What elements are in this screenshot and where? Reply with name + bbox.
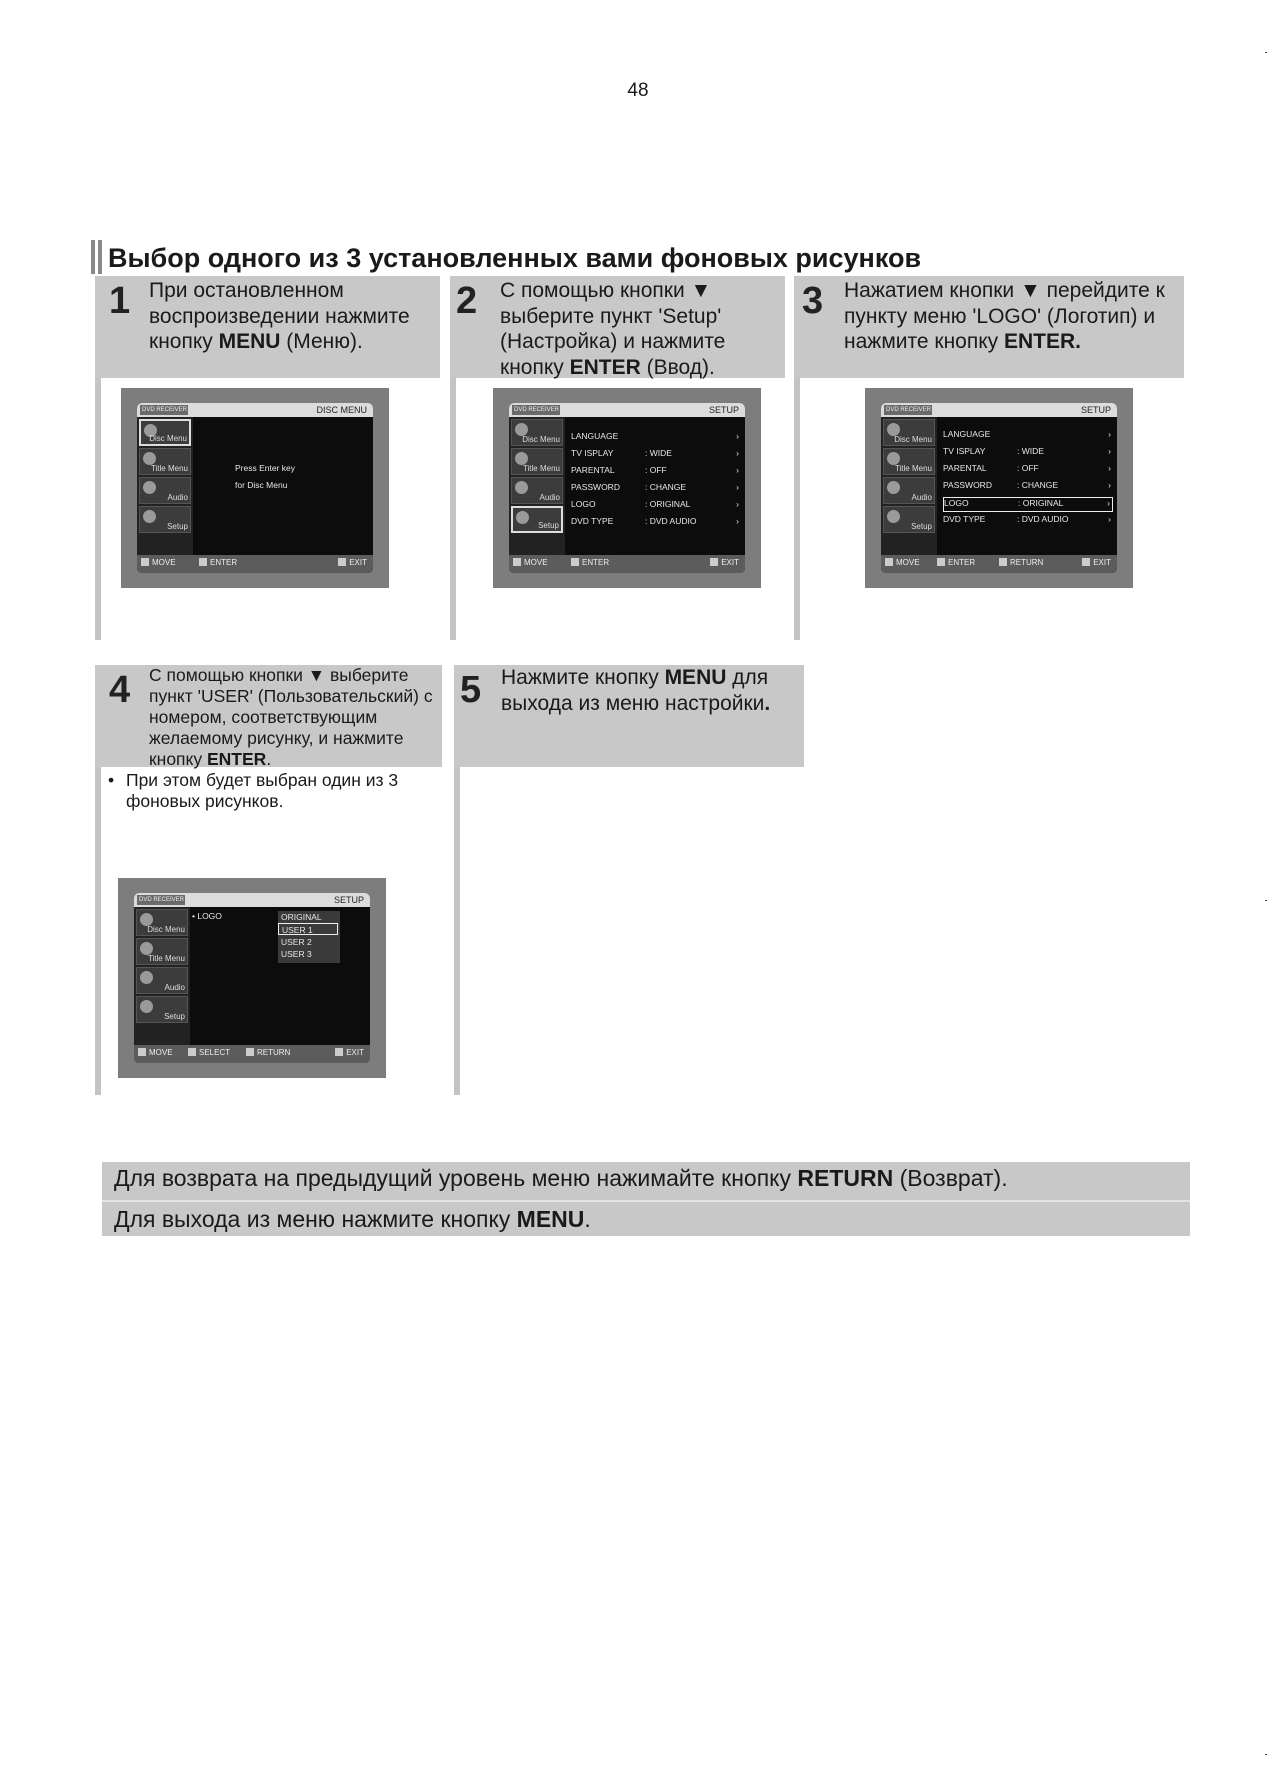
step-text: Нажатием кнопки ▼ перейдите к пункту меню 'LOGO' (Логотип) и нажмите кнопку ENTER. [844, 279, 1165, 353]
step-text: С помощью кнопки ▼ выберите пункт 'USER' (Пользовательский) с номером, соответствующим желаемому рисунку, и нажмите кнопку ENTER. [149, 665, 433, 769]
step-text: При остановленном воспроизведении нажмите кнопку MENU (Меню). [149, 279, 410, 353]
bullet-marker: • [108, 770, 115, 790]
step-text: С помощью кнопки ▼ выберите пункт 'Setup' (Настройка) и нажмите кнопку ENTER (Ввод). [500, 279, 726, 379]
step-3-box [794, 276, 1184, 378]
note-divider [102, 1200, 1190, 1202]
audio-icon [143, 481, 156, 494]
step-4-bullet: При этом будет выбран один из 3 фоновых рисунков. [126, 770, 399, 811]
step-number: 2 [456, 280, 478, 322]
step-number: 3 [802, 280, 824, 322]
page-title: Выбор одного из 3 установленных вами фоновых рисунков [108, 243, 922, 273]
step-number: 5 [460, 669, 482, 711]
tv-screen-disc-menu: DVD RECEIVER DISC MENU Disc Menu Title Menu Audio Setup Press Enter key for Disc Menu MOVE ENTER EXIT [121, 388, 389, 588]
tv-screen-setup-logo: DVD RECEIVER SETUP Disc Menu Title Menu Audio Setup LANGUAGE › TV ISPLAY : WIDE › PARENTAL : OFF › PASSWORD : CHANGE › LOGO : ORIGINAL › DVD TYPE : DVD AUDIO › MOVE ENTER RETURN EXIT [865, 388, 1133, 588]
tv-screen-setup: DVD RECEIVER SETUP Disc Menu Title Menu Audio Setup LANGUAGE › TV ISPLAY : WIDE › PARENTAL : OFF › PASSWORD : CHANGE › LOGO : ORIGINAL › DVD TYPE : DVD AUDIO › MOVE ENTER EXIT [493, 388, 761, 588]
note-return: Для возврата на предыдущий уровень меню нажимайте кнопку RETURN (Возврат). [114, 1165, 1008, 1191]
tv-screen-logo-options: DVD RECEIVER SETUP Disc Menu Title Menu Audio Setup • LOGO ORIGINAL USER 1 USER 2 USER 3 MOVE SELECT RETURN EXIT [118, 878, 386, 1078]
step-number: 4 [109, 669, 131, 711]
screen-title: DISC MENU [316, 405, 367, 415]
setup-icon [143, 510, 156, 523]
step-1-box [95, 276, 440, 378]
step-text: Нажмите кнопку MENU для выхода из меню настройки. [501, 666, 771, 715]
notes-box [102, 1162, 1190, 1236]
note-exit: Для выхода из меню нажмите кнопку MENU. [114, 1206, 591, 1232]
title-bar-decoration [91, 240, 95, 274]
step-4-box [95, 665, 442, 767]
edge-mark [1265, 1754, 1267, 1755]
step-5-box [454, 665, 804, 767]
edge-mark [1265, 900, 1267, 901]
title-bar-decoration [98, 240, 102, 274]
page-number: 48 [627, 80, 649, 101]
step-number: 1 [109, 280, 131, 322]
edge-mark [1265, 52, 1267, 53]
step-2-box [450, 276, 785, 378]
